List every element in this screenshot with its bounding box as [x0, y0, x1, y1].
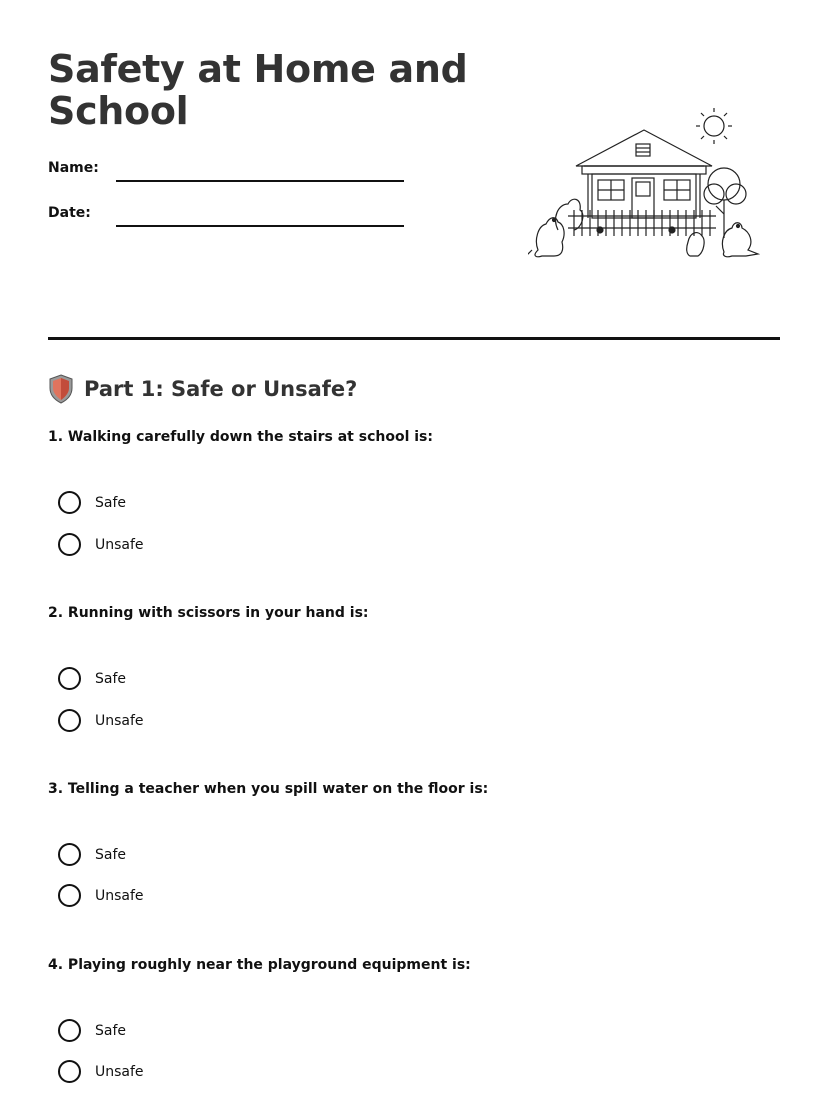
option-label: Safe: [95, 846, 127, 863]
option-label: Unsafe: [95, 536, 144, 553]
q3-option-unsafe[interactable]: [58, 884, 144, 907]
q3-option-safe[interactable]: [58, 843, 126, 866]
part1-heading: [48, 374, 357, 404]
q4-option-unsafe[interactable]: [58, 1060, 144, 1083]
option-label: Safe: [95, 494, 127, 511]
q1-option-safe[interactable]: [58, 491, 126, 514]
q4-safe-radio[interactable]: [58, 1019, 81, 1042]
q1-option-unsafe[interactable]: [58, 533, 144, 556]
question-2: 2. Running with scissors in your hand is:: [48, 605, 369, 621]
house-scene-icon: [528, 100, 760, 268]
q2-safe-radio[interactable]: [58, 667, 81, 690]
worksheet-title: Safety at Home and School: [48, 47, 468, 133]
sun-icon: [696, 108, 732, 144]
section-divider: [48, 337, 780, 340]
q4-unsafe-radio[interactable]: [58, 1060, 81, 1083]
q1-unsafe-radio[interactable]: [58, 533, 81, 556]
option-label: Safe: [95, 670, 127, 687]
name-label: Name:: [48, 160, 99, 176]
question-3: 3. Telling a teacher when you spill water on the floor is:: [48, 781, 489, 797]
shield-icon: [48, 374, 74, 404]
q2-option-safe[interactable]: [58, 667, 126, 690]
date-label: Date:: [48, 205, 91, 221]
question-4: 4. Playing roughly near the playground equipment is:: [48, 957, 471, 973]
q3-unsafe-radio[interactable]: [58, 884, 81, 907]
q2-unsafe-radio[interactable]: [58, 709, 81, 732]
q4-option-safe[interactable]: [58, 1019, 126, 1042]
option-label: Unsafe: [95, 1063, 144, 1080]
question-1: 1. Walking carefully down the stairs at school is:: [48, 429, 433, 445]
option-label: Unsafe: [95, 712, 144, 729]
name-field[interactable]: [116, 180, 404, 182]
option-label: Safe: [95, 1022, 127, 1039]
date-field[interactable]: [116, 225, 404, 227]
q1-safe-radio[interactable]: [58, 491, 81, 514]
q3-safe-radio[interactable]: [58, 843, 81, 866]
option-label: Unsafe: [95, 887, 144, 904]
q2-option-unsafe[interactable]: [58, 709, 144, 732]
part1-title: Part 1: Safe or Unsafe?: [84, 377, 358, 401]
